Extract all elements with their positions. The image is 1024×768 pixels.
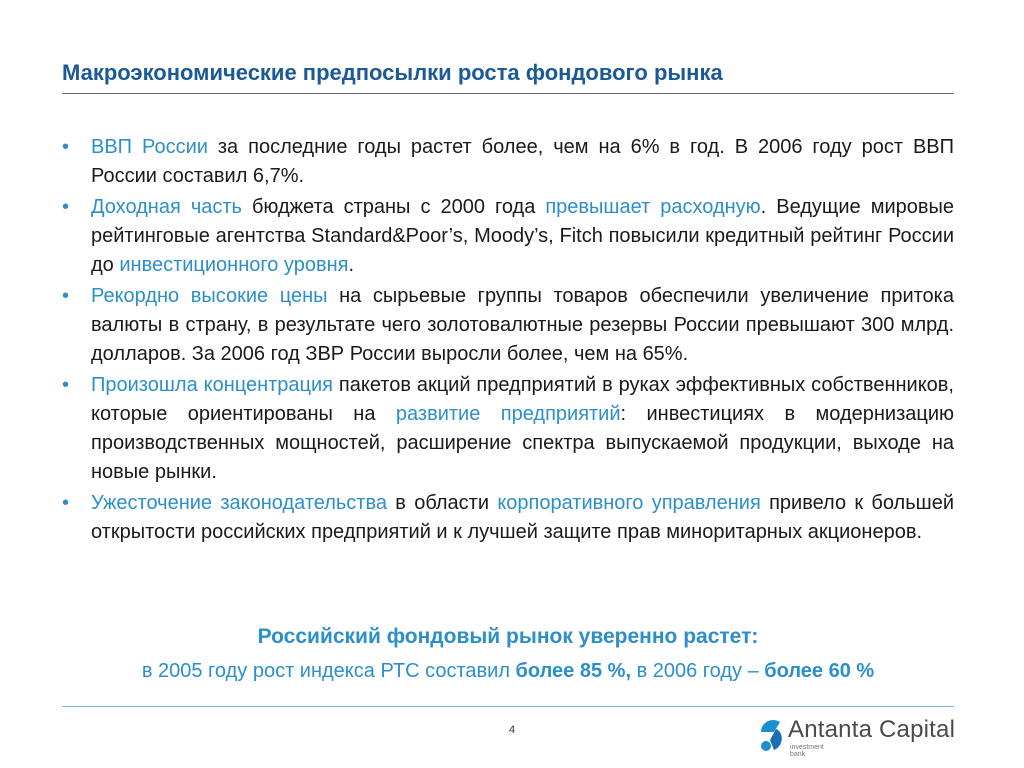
- bullet-highlight: Произошла концентрация: [91, 374, 333, 396]
- bullet-dot: •: [62, 136, 70, 158]
- footer-divider: [62, 706, 954, 707]
- title-divider: [62, 93, 954, 94]
- slide-title: Макроэкономические предпосылки роста фондового рынка: [62, 60, 723, 85]
- bullet-dot: •: [62, 374, 70, 396]
- bullet-highlight: превышает расходную: [545, 196, 761, 218]
- company-logo: [758, 714, 958, 760]
- logo-sub-line: investment: [790, 744, 824, 751]
- bullet-text: в области: [386, 492, 498, 514]
- bullet-highlight: Рекордно высокие цены: [91, 285, 328, 307]
- bullet-text: .: [348, 254, 355, 276]
- bullet-dot: •: [62, 285, 70, 307]
- bullet-text: за последние годы растет более, чем на 6% в год. В 2006 году рост ВВП России составил 6,7%.: [91, 136, 954, 187]
- bullet-item-2: [62, 193, 954, 280]
- logo-mark-icon: [758, 716, 786, 756]
- logo-sub-line: bank: [790, 751, 806, 758]
- bullet-highlight: ВВП России: [91, 136, 208, 158]
- bullet-list: [62, 133, 954, 549]
- logo-subtitle: [790, 744, 850, 758]
- bullet-text: привело к большей открытости российских предприятий и к лучшей защите прав миноритарных акционеров.: [91, 492, 954, 543]
- summary-block: [62, 622, 954, 687]
- bullet-highlight: Доходная часть: [91, 196, 242, 218]
- bullet-text: бюджета страны с 2000 года: [241, 196, 546, 218]
- bullet-dot: •: [62, 196, 70, 218]
- summary-line: [62, 655, 954, 687]
- logo-name: Antanta Capital: [788, 716, 956, 743]
- bullet-highlight: развитие предприятий: [395, 403, 621, 425]
- bullet-item-3: [62, 282, 954, 369]
- bullet-highlight: Ужесточение законодательства: [91, 492, 387, 514]
- summary-text: в 2005 году рост индекса РТС составил: [141, 660, 516, 682]
- summary-bold-2006: более 60 %: [764, 660, 875, 682]
- bullet-item-5: [62, 489, 954, 547]
- bullet-item-1: [62, 133, 954, 191]
- bullet-dot: •: [62, 492, 70, 514]
- bullet-highlight: корпоративного управления: [497, 492, 761, 514]
- bullet-text: : инвестициях в модернизацию производственных мощностей, расширение спектра выпускаемой продукции, выходе на новые рынки.: [91, 403, 954, 483]
- summary-text: в 2006 году –: [631, 660, 765, 682]
- bullet-text: пакетов акций предприятий в руках эффективных собственников, которые ориентированы на: [91, 374, 954, 425]
- bullet-text: на сырьевые группы товаров обеспечили увеличение притока валюты в страну, в результате чего золотовалютные резервы России превышают 300 млрд. долларов. За 2006 год ЗВР России выросли более, чем на 65%.: [91, 285, 954, 365]
- summary-heading: Российский фондовый рынок уверенно растет:: [257, 625, 759, 648]
- bullet-text: . Ведущие мировые рейтинговые агентства Standard&Poor’s, Moody’s, Fitch повысили кредитный рейтинг России до: [91, 196, 954, 276]
- summary-bold-2005: более 85 %,: [515, 660, 632, 682]
- page-number: 4: [508, 724, 516, 736]
- bullet-highlight: инвестиционного уровня: [119, 254, 349, 276]
- bullet-item-4: [62, 371, 954, 487]
